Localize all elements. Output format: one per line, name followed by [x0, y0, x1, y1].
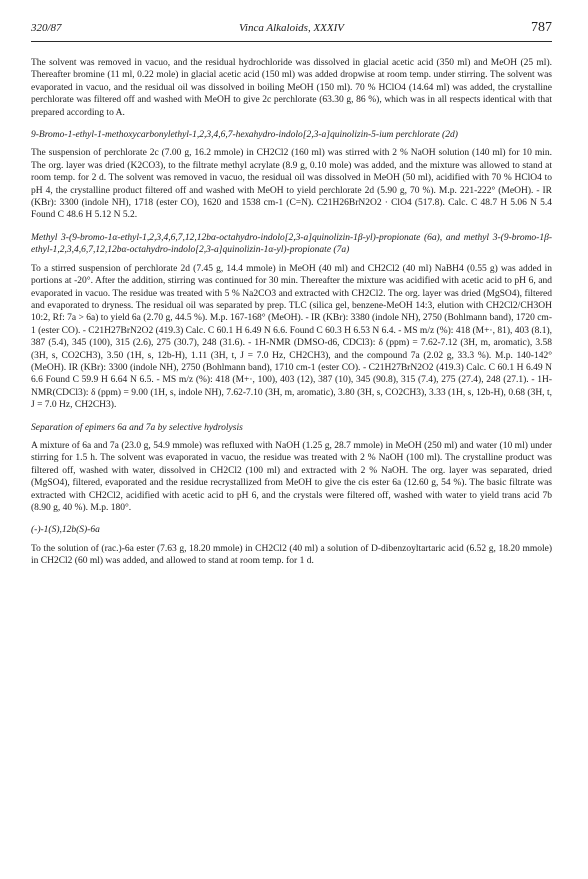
section-heading: Methyl 3-(9-bromo-1α-ethyl-1,2,3,4,6,7,12,12bα-octahydro-indolo[2,3-a]quinolizin-1β-yl)-propionate (6a), and methyl 3-(9-bromo-1β-ethyl-1,2,3,4,6,7,12,12bα-octahydro-indolo[2,3-a]quinolizin-1α-yl)-propionate (7a) [31, 232, 552, 256]
paragraph: To the solution of (rac.)-6a ester (7.63 g, 18.20 mmole) in CH2Cl2 (40 ml) a solution of D-dibenzoyltartaric acid (6.52 g, 18.20 mmole) in CH2Cl2 (60 ml) was added, and allowed to stand at room temp. for 1 d. [31, 543, 552, 567]
section-heading: 9-Bromo-1-ethyl-1-methoxycarbonylethyl-1,2,3,4,6,7-hexahydro-indolo[2,3-a]quinolizin-5-ium perchlorate (2d) [31, 130, 458, 141]
body-text [31, 57, 552, 577]
running-title: Vinca Alkaloids, XXXIV [239, 22, 344, 34]
paragraph: A mixture of 6a and 7a (23.0 g, 54.9 mmole) was refluxed with NaOH (1.25 g, 28.7 mmole) in MeOH (250 ml) and water (10 ml) under stirring for 1.5 h. The solvent was evaporated in vacuo, the residue was treated with 2 % NaOH (100 ml). The crystalline product was filtered off, washed with water, dissolved in CH2Cl2 (100 ml) and extracted with 2 % NaOH. The org. layer was separated, dried (MgSO4), filtered, evaporated and the residue recrystallized from MeOH to give the cis ester 6a (12.60 g, 54 %). The basic filtrate was extracted with CH2Cl2, acidified with acetic acid to pH 6, and the crystals were filtered off, washed with water to yield trans acid 7b (8.90 g, 40 %). M.p. 180°. [31, 440, 552, 513]
running-header [31, 20, 552, 40]
section-heading: Separation of epimers 6a and 7a by selective hydrolysis [31, 422, 243, 433]
header-rule [31, 41, 552, 42]
paragraph: To a stirred suspension of perchlorate 2d (7.45 g, 14.4 mmole) in MeOH (40 ml) and CH2Cl2 (40 ml) NaBH4 (0.55 g) was added in portions at -20°. After the addition, stirring was continued for 30 min. Thereafter the mixture was acidified with acetic acid to pH 6, and evaporated in vacuo. The residue was treated with 5 % Na2CO3 and extracted with CH2Cl2. The org. layer was dried (MgSO4), filtered and evaporated to dryness. The residual oil was separated by prep. TLC (silica gel, benzene-MeOH 14:3, elution with CH2Cl2/CH3OH 10:2, Rf: 7a > 6a) to yield 6a (2.70 g, 44.5 %). M.p. 167-168° (MeOH). - IR (KBr): 3380 (indole NH), 2750 (Bohlmann band), 1720 cm-1 (ester CO). - C21H27BrN2O2 (419.3) Calc. C 60.1 H 6.49 N 6.6. Found C 60.3 H 6.53 N 6.4. - MS m/z (%): 418 (M+·, 81), 403 (8.1), 387 (5.4), 345 (100), 315 (2.6), 275 (30.7), 248 (31.6). - 1H-NMR (DMSO-d6, CDCl3): δ (ppm) = 7.62-7.12 (3H, m, aromatic), 3.58 (3H, s, CO2CH3), 3.50 (1H, s, 12b-H), 1.11 (3H, t, J = 7.0 Hz, CH2CH3), and the compound 7a (2.02 g, 33.3 %). M.p. 140-142° (MeOH). IR (KBr): 3300 (indole NH), 2750 (Bohlmann band), 1710 cm-1 (ester CO). - C21H27BrN2O2 (419.3) Calc. C 60.1 H 6.49 N 6.6 Found C 59.9 H 6.64 N 6.5. - MS m/z (%): 418 (M+·, 100), 403 (12), 387 (10), 345 (90.8), 315 (7.4), 275 (27.4), 248 (27.1). - 1H-NMR(CDCl3): δ (ppm) = 9.00 (1H, s, indole NH), 7.62-7.10 (3H, m, aromatic), 3.80 (3H, s, CO2CH3), 3.33 (1H, s, 12b-H), 0.68 (3H, t, J = 7.0 Hz, CH2CH3). [31, 263, 552, 411]
paragraph: The solvent was removed in vacuo, and the residual hydrochloride was dissolved in glacial acetic acid (350 ml) and MeOH (25 ml). Thereafter bromine (11 ml, 0.22 mole) in glacial acetic acid (150 ml) was added dropwise at room temp. under stirring. The solvent was evaporated in vacuo, and the residual oil was dissolved in boiling MeOH (150 ml). 70 % HClO4 (14.64 ml) was added, the crystalline perchlorate was filtered off and washed with MeOH to give 2c perchlorate (63.30 g, 86 %), which was in all respects identical with that prepared according to A. [31, 58, 552, 118]
journal-reference: 320/87 [31, 22, 62, 34]
paragraph: The suspension of perchlorate 2c (7.00 g, 16.2 mmole) in CH2Cl2 (160 ml) was stirred with 2 % NaOH solution (140 ml) for 10 min. The org. layer was dried (K2CO3), to the filtrate methyl acrylate (8.9 g, 0.10 mole) was added, and the mixture was allowed to stand at room temp. for 2 d. The solvent was removed in vacuo, the residual oil was dissolved in MeOH (50 ml), acidified with 70 % HClO4 to pH 4, the crystalline product filtered off and washed with MeOH to yield perchlorate 2d (5.90 g, 70 %). M.p. 221-222° (MeOH). - IR (KBr): 3300 (indole NH), 1718 (ester CO), 1620 and 1538 cm-1 (C=N). C21H26BrN2O2 · ClO4 (517.8). Calc. C 48.7 H 5.06 N 5.4 Found C 48.6 H 5.12 N 5.2. [31, 148, 552, 221]
page-number: 787 [531, 20, 552, 35]
section-heading: (-)-1(S),12b(S)-6a [31, 525, 100, 536]
